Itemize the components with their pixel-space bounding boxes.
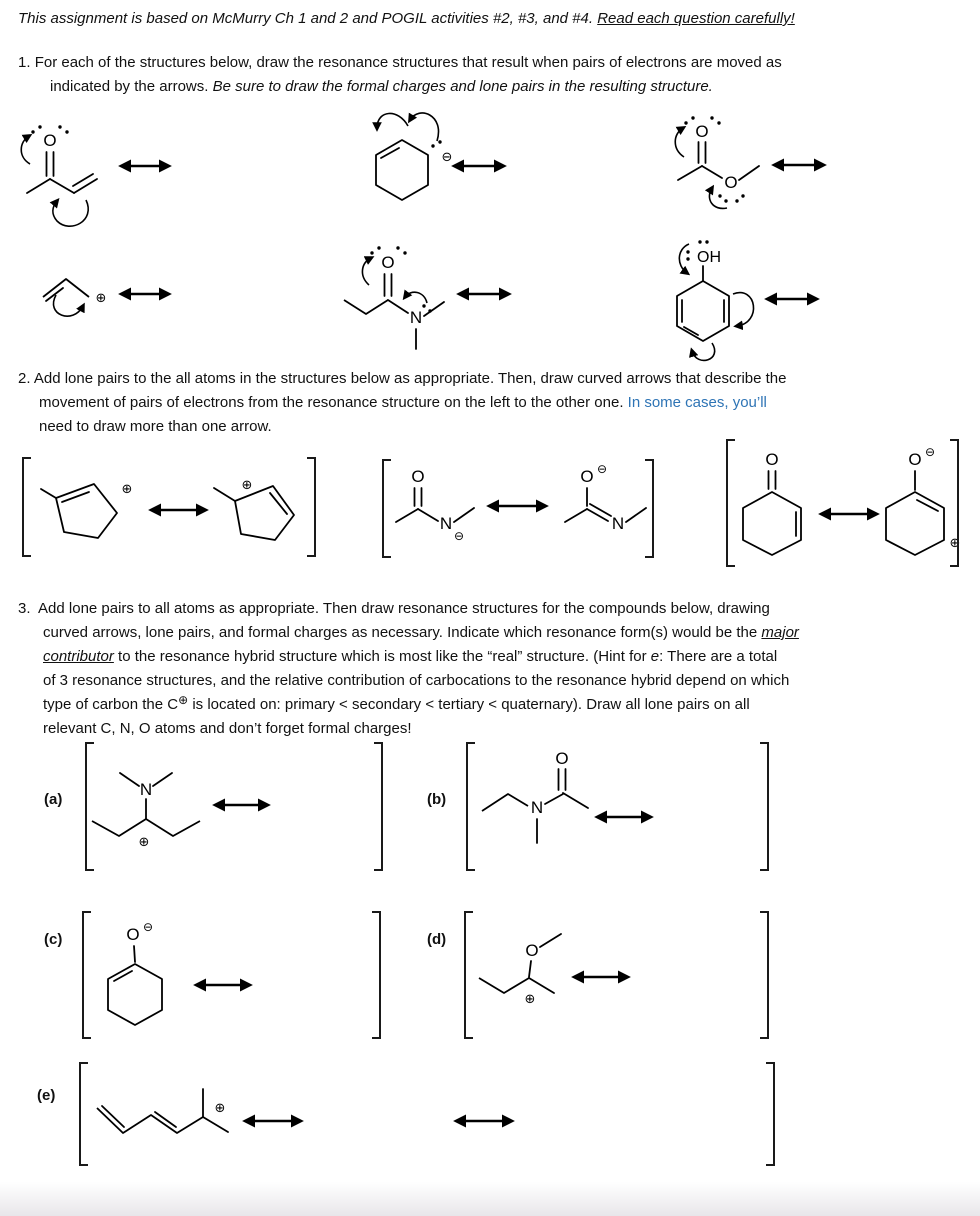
q2-number: 2. [18, 370, 34, 387]
structure-b-n-ethyl-n-methyl-acetamide [482, 749, 588, 843]
q3-text-6: relevant C, N, O atoms and don’t forget formal charges! [43, 720, 412, 737]
structure-phenol [677, 240, 754, 360]
q3-text-5-end: is located on: primary < secondary < tertiary < quaternary). Draw all lone pairs on all [188, 696, 750, 713]
structure-cyclohexenone-right [886, 445, 960, 555]
curved-arrow-icon [733, 293, 754, 326]
header-text: This assignment is based on McMurry Ch 1 and 2 and POGIL activities #2, #3, and #4. [18, 10, 598, 27]
oxygen-label: O [695, 122, 709, 141]
structure-a-aminopentyl-cation [92, 773, 200, 850]
left-bracket [23, 458, 31, 556]
header-underlined-text: Read each question carefully! [597, 10, 795, 27]
right-bracket [307, 458, 315, 556]
q3-text-2: curved arrows, lone pairs, and formal charges as necessary. Indicate which resonance form(s) would be the [43, 624, 762, 641]
q3-number: 3. [18, 600, 39, 617]
hydroxyl-label: OH [697, 249, 721, 266]
left-bracket [83, 912, 91, 1038]
q3-text-3-end: : There are a total [659, 648, 778, 665]
q2-text-2-blue: In some cases, you’ll [627, 394, 767, 411]
curved-arrow-icon [410, 113, 439, 141]
q3-text-4: of 3 resonance structures, and the relative contribution of carbocations to the resonance hybrid depend on which [43, 672, 790, 689]
left-bracket [80, 1063, 88, 1165]
right-bracket [374, 743, 382, 870]
q1-number: 1. [18, 54, 35, 71]
structure-cyclohexenone-left [743, 450, 801, 555]
plus-charge-icon: ⊕ [214, 1101, 226, 1116]
plus-charge-icon: ⊕ [949, 536, 961, 551]
oxygen-label: O [580, 467, 594, 486]
oxygen-label: O [411, 467, 425, 486]
curved-arrow-icon [362, 258, 371, 285]
oxygen-label: O [908, 450, 922, 469]
minus-charge-icon: ⊖ [596, 462, 608, 476]
curved-arrow-icon [692, 343, 715, 360]
q1-text-2: indicated by the arrows. [50, 78, 213, 95]
left-bracket [727, 440, 735, 566]
q3-text-5: type of carbon the C [43, 696, 179, 713]
nitrogen-label: N [409, 308, 423, 327]
left-bracket [86, 743, 94, 870]
structure-cyclohexenyl-anion [376, 113, 452, 200]
q1-text-2-italic: Be sure to draw the formal charges and lone pairs in the resulting structure. [212, 78, 713, 95]
left-bracket [467, 743, 475, 870]
q2-text-1: Add lone pairs to the all atoms in the structures below as appropriate. Then, draw curved arrows that describe the [33, 370, 787, 387]
nitrogen-label: N [439, 514, 453, 533]
structure-amide-anion-left [396, 467, 474, 543]
nitrogen-label: N [611, 514, 625, 533]
plus-charge-icon: ⊕ [524, 992, 536, 1007]
left-bracket [383, 460, 391, 557]
oxygen-label: O [43, 131, 57, 150]
structure-methyl-acetate [675, 116, 759, 208]
left-bracket [465, 912, 473, 1038]
right-bracket [760, 743, 768, 870]
q3-text-3-emphasis: contributor [43, 648, 114, 665]
minus-charge-icon: ⊖ [441, 150, 453, 165]
curved-arrow-icon [675, 128, 684, 157]
oxygen-label: O [765, 450, 779, 469]
nitrogen-label: N [139, 780, 153, 799]
q1-text-1: For each of the structures below, draw the resonance structures that result when pairs of electrons are moved as [34, 54, 782, 71]
curved-arrow-icon [53, 200, 88, 226]
plus-charge-icon: ⊕ [241, 478, 253, 493]
oxygen-label: O [525, 941, 539, 960]
q3-text-3-e: e [650, 648, 660, 665]
structure-allyl-cation [43, 279, 106, 316]
structure-methyl-vinyl-ketone [21, 125, 97, 226]
plus-charge-icon: ⊕ [138, 835, 150, 850]
item-label-c: (c) [44, 931, 63, 948]
structure-methylcyclopentenyl-cation-left [41, 482, 132, 538]
structure-methylcyclopentenyl-cation-right [214, 478, 294, 540]
curved-arrow-icon [21, 136, 30, 164]
curved-arrow-icon [405, 292, 427, 303]
minus-charge-icon: ⊖ [142, 920, 154, 934]
structure-c-cyclohexene-oxide-anion [108, 920, 162, 1025]
q3-text-2-emphasis: major [761, 624, 799, 641]
structure-dimethyl-amide [344, 246, 444, 349]
item-label-b: (b) [427, 791, 447, 808]
curved-arrow-icon [377, 113, 408, 128]
plus-charge-icon: ⊕ [95, 291, 107, 306]
oxygen-label: O [126, 925, 140, 944]
item-label-a: (a) [44, 791, 63, 808]
right-bracket [766, 1063, 774, 1165]
item-label-d: (d) [427, 931, 447, 948]
q2-text-2: movement of pairs of electrons from the resonance structure on the left to the other one. [39, 394, 628, 411]
q3-plus-charge-symbol: ⊕ [178, 693, 189, 707]
structure-d-methoxybutyl-cation [479, 934, 561, 1007]
q3-text-1: Add lone pairs to all atoms as appropriate. Then draw resonance structures for the compounds below, drawing [38, 600, 770, 617]
structure-amide-anion-right [565, 462, 646, 533]
plus-charge-icon: ⊕ [121, 482, 133, 497]
structure-e-pentadienyl-cation [97, 1089, 228, 1133]
curved-arrow-icon [53, 295, 83, 316]
q3-text-3: to the resonance hybrid structure which is most like the “real” structure. (Hint for [113, 648, 651, 665]
item-label-e: (e) [37, 1087, 56, 1104]
right-bracket [760, 912, 768, 1038]
minus-charge-icon: ⊖ [924, 445, 936, 459]
oxygen-label: O [381, 253, 395, 272]
right-bracket [372, 912, 380, 1038]
nitrogen-label: N [530, 798, 544, 817]
minus-charge-icon: ⊖ [453, 529, 465, 543]
oxygen-label: O [555, 749, 569, 768]
q2-text-3: need to draw more than one arrow. [39, 418, 272, 435]
page-bottom-gradient [0, 1182, 980, 1216]
oxygen-label: O [724, 173, 738, 192]
